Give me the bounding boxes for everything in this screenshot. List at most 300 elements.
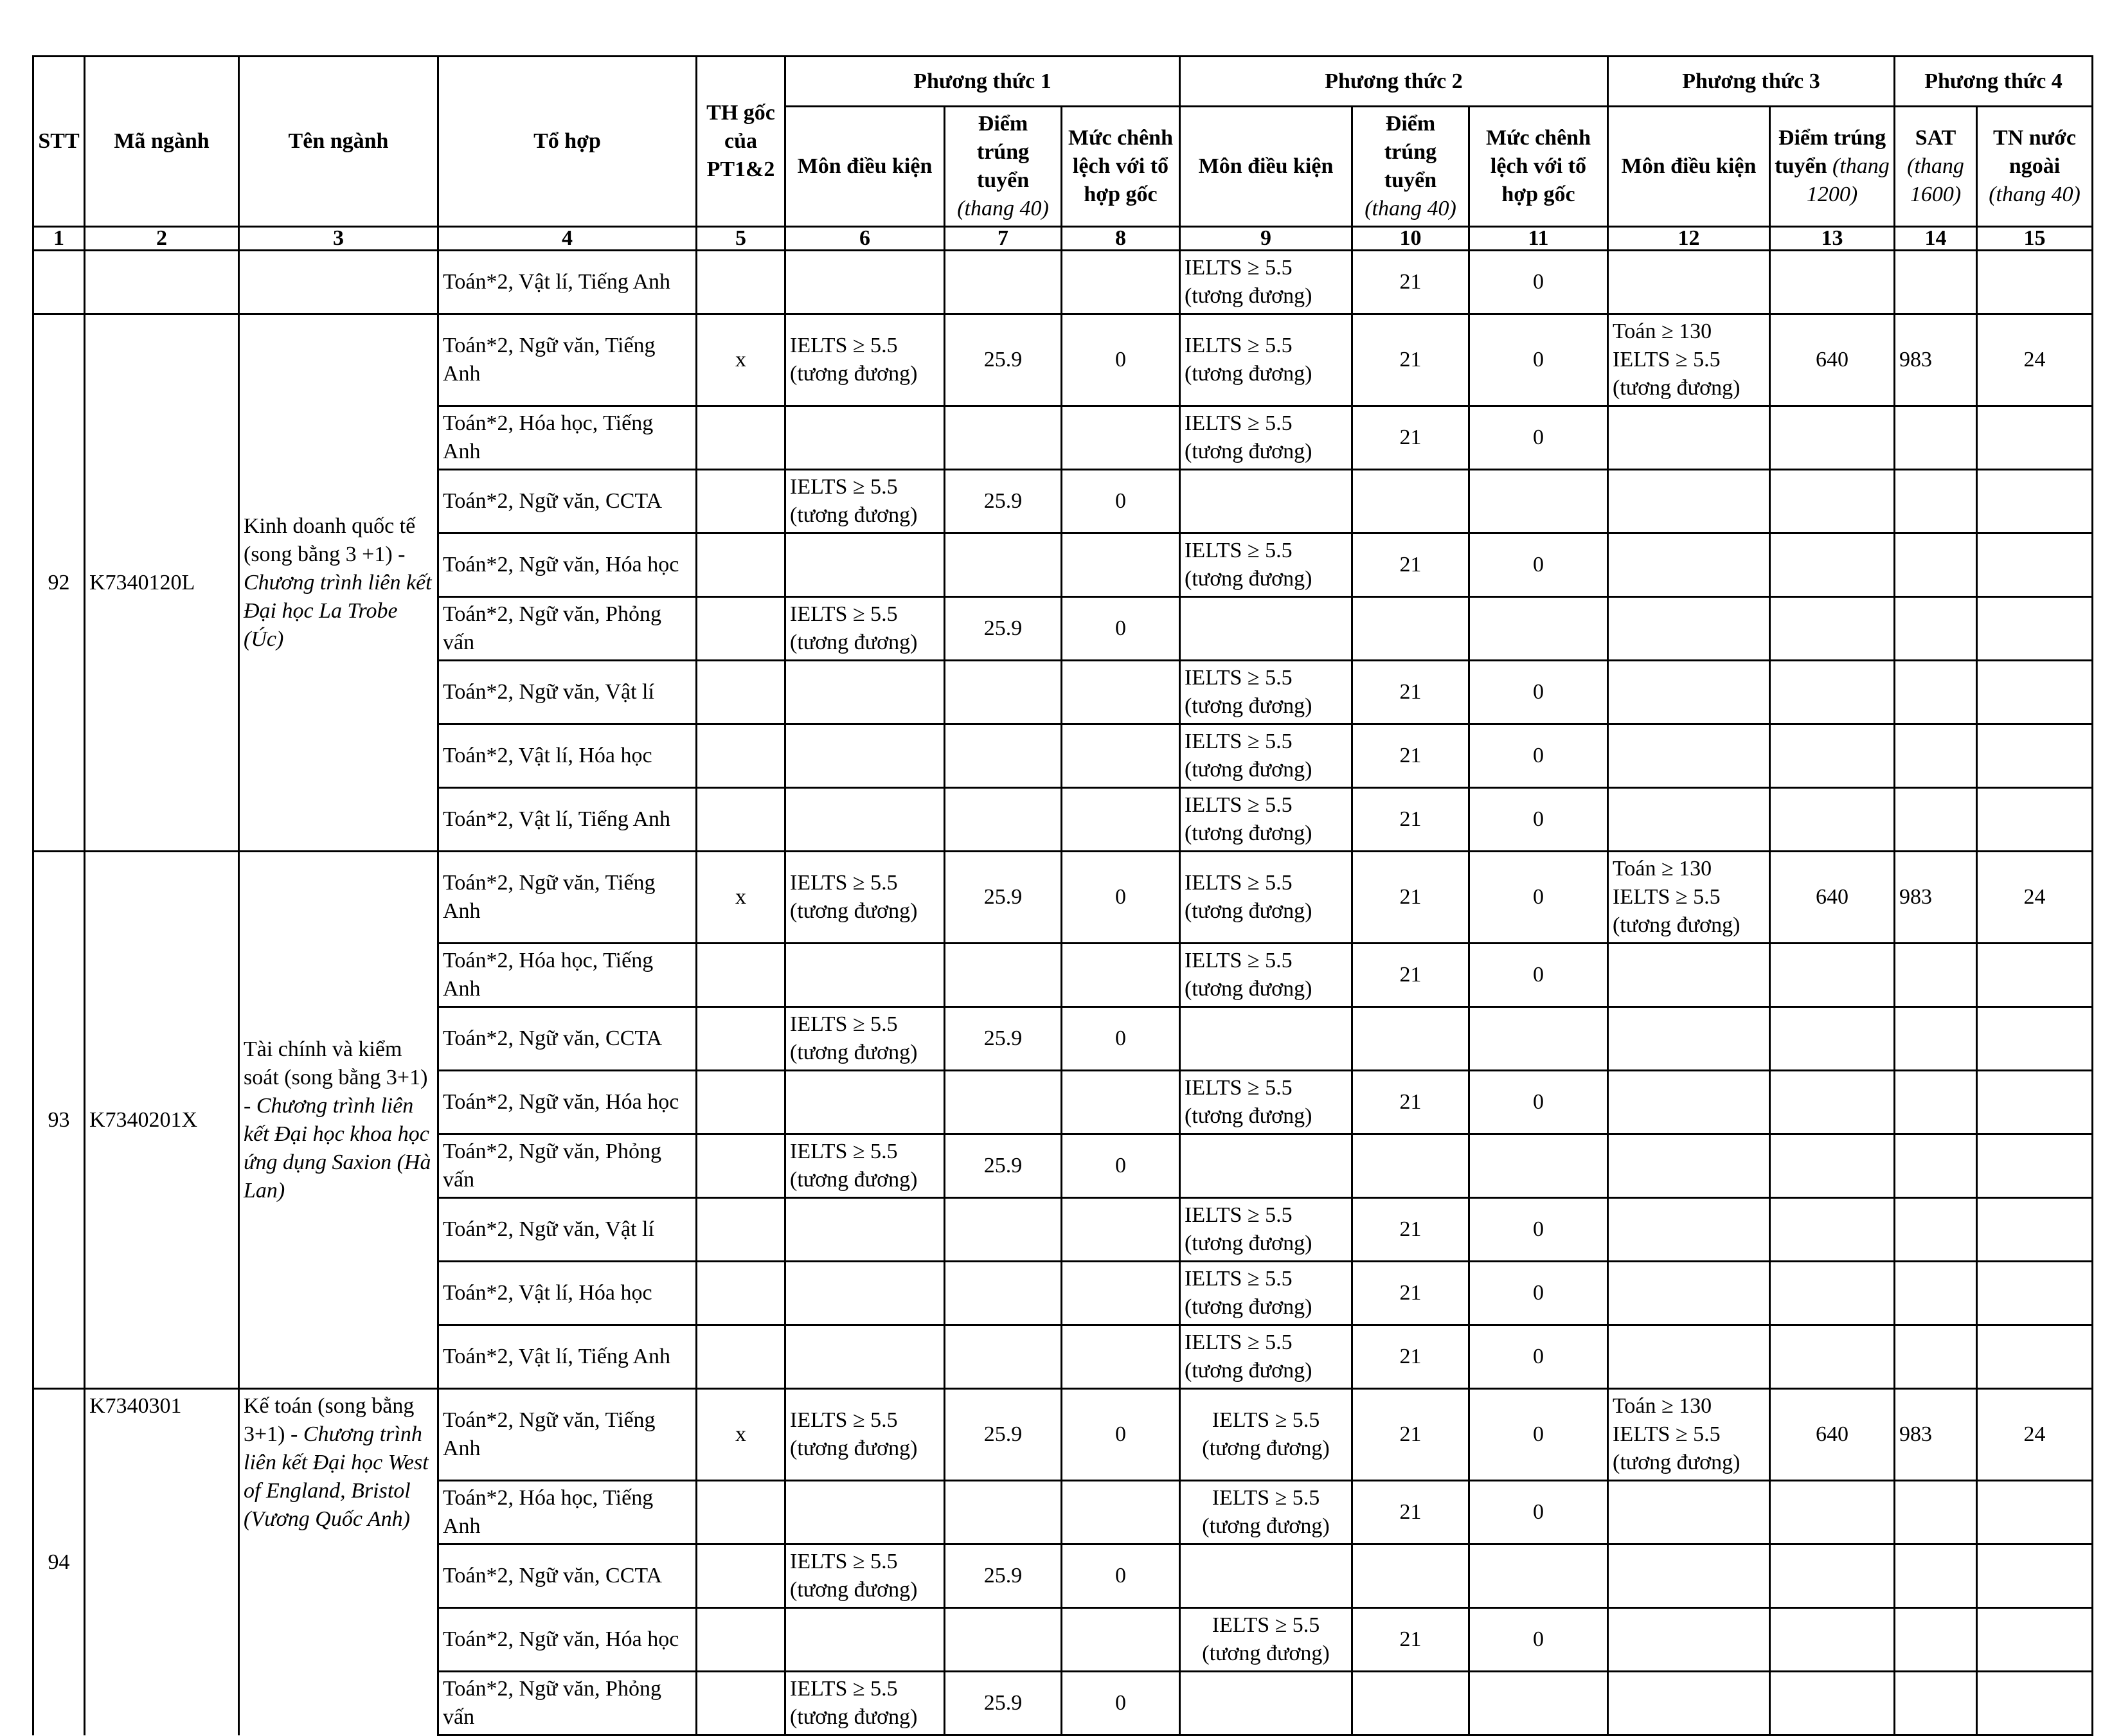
cell-sat bbox=[1895, 470, 1977, 533]
cell-pt2-mon: IELTS ≥ 5.5 (tương đương) bbox=[1180, 788, 1352, 852]
cell-pt1-diem bbox=[945, 1325, 1062, 1389]
cell-tn bbox=[1977, 661, 2093, 724]
cell-th-goc bbox=[697, 470, 785, 533]
table-row bbox=[33, 1389, 2093, 1481]
cell-pt3-diem bbox=[1770, 470, 1895, 533]
cell-th-goc bbox=[697, 661, 785, 724]
ten-nganh-text: Kế toán (song bằng 3+1) - bbox=[244, 1394, 415, 1446]
cell-th-goc bbox=[697, 1262, 785, 1325]
cell-pt2-diem: 21 bbox=[1352, 1608, 1469, 1672]
cell-sat bbox=[1895, 1071, 1977, 1134]
cell-pt3-diem bbox=[1770, 1134, 1895, 1198]
cell-pt2-chenh: 0 bbox=[1469, 944, 1608, 1007]
table-row bbox=[33, 852, 2093, 944]
cell-pt2-chenh: 0 bbox=[1469, 1262, 1608, 1325]
cell-pt2-mon: IELTS ≥ 5.5 (tương đương) bbox=[1180, 1389, 1352, 1481]
header-pt2-chenh: Mức chênh lệch với tổ hợp gốc bbox=[1469, 107, 1608, 227]
cell-pt1-mon: IELTS ≥ 5.5 (tương đương) bbox=[785, 597, 945, 661]
cell-pt1-chenh: 0 bbox=[1062, 1134, 1180, 1198]
cell-pt1-diem: 25.9 bbox=[945, 1544, 1062, 1608]
cell-pt1-chenh bbox=[1062, 533, 1180, 597]
cell-sat bbox=[1895, 788, 1977, 852]
cell-pt1-diem: 25.9 bbox=[945, 470, 1062, 533]
cell-pt1-chenh bbox=[1062, 788, 1180, 852]
header-tn bbox=[1977, 107, 2093, 227]
cell-stt: 92 bbox=[33, 314, 85, 852]
cell-pt2-mon: IELTS ≥ 5.5 (tương đương) bbox=[1180, 406, 1352, 470]
cell-th-goc bbox=[697, 1134, 785, 1198]
cell-pt3-mon: Toán ≥ 130 IELTS ≥ 5.5 (tương đương) bbox=[1608, 314, 1770, 406]
col-number: 3 bbox=[239, 227, 438, 251]
cell-pt1-mon bbox=[785, 533, 945, 597]
cell-sat bbox=[1895, 661, 1977, 724]
cell-pt3-mon bbox=[1608, 1262, 1770, 1325]
cell-ten-nganh bbox=[239, 314, 438, 852]
cell-pt3-mon bbox=[1608, 1071, 1770, 1134]
header-pt3-mon: Môn điều kiện bbox=[1608, 107, 1770, 227]
cell-tn bbox=[1977, 944, 2093, 1007]
cell-pt1-chenh bbox=[1062, 1198, 1180, 1262]
cell-ma-nganh: K7340301 bbox=[85, 1389, 239, 1735]
col-number: 12 bbox=[1608, 227, 1770, 251]
col-number: 7 bbox=[945, 227, 1062, 251]
cell-th-goc bbox=[697, 597, 785, 661]
cell-pt2-diem: 21 bbox=[1352, 944, 1469, 1007]
cell-th-goc bbox=[697, 533, 785, 597]
header-sat-label: SAT bbox=[1915, 126, 1956, 150]
header-to-hop: Tổ hợp bbox=[438, 57, 697, 227]
cell-sat bbox=[1895, 533, 1977, 597]
cell-pt1-chenh bbox=[1062, 1071, 1180, 1134]
cell-tn bbox=[1977, 1007, 2093, 1071]
cell-tn bbox=[1977, 1608, 2093, 1672]
cell-th-goc bbox=[697, 1071, 785, 1134]
cell-th-goc bbox=[697, 724, 785, 788]
cell-pt1-chenh: 0 bbox=[1062, 1672, 1180, 1735]
cell-ma-nganh bbox=[85, 251, 239, 314]
cell-pt2-chenh: 0 bbox=[1469, 1481, 1608, 1544]
cell-pt1-diem bbox=[945, 788, 1062, 852]
cell-pt3-diem bbox=[1770, 788, 1895, 852]
cell-pt1-mon: IELTS ≥ 5.5 (tương đương) bbox=[785, 1672, 945, 1735]
cell-to-hop: Toán*2, Vật lí, Tiếng Anh bbox=[438, 1325, 697, 1389]
cell-tn: 24 bbox=[1977, 1389, 2093, 1481]
cell-pt2-chenh: 0 bbox=[1469, 533, 1608, 597]
cell-sat bbox=[1895, 1198, 1977, 1262]
cell-pt1-mon: IELTS ≥ 5.5 (tương đương) bbox=[785, 1544, 945, 1608]
cell-pt3-diem bbox=[1770, 1071, 1895, 1134]
admission-table bbox=[32, 55, 2093, 1736]
cell-pt3-diem bbox=[1770, 661, 1895, 724]
header-pt1-diem bbox=[945, 107, 1062, 227]
header-phuong-thuc-2: Phương thức 2 bbox=[1180, 57, 1608, 107]
cell-pt2-mon: IELTS ≥ 5.5 (tương đương) bbox=[1180, 944, 1352, 1007]
cell-pt2-diem: 21 bbox=[1352, 788, 1469, 852]
cell-stt bbox=[33, 251, 85, 314]
cell-pt1-diem: 25.9 bbox=[945, 597, 1062, 661]
cell-pt3-mon bbox=[1608, 1325, 1770, 1389]
cell-pt1-mon: IELTS ≥ 5.5 (tương đương) bbox=[785, 1389, 945, 1481]
col-number: 1 bbox=[33, 227, 85, 251]
cell-sat: 983 bbox=[1895, 314, 1977, 406]
table-body bbox=[33, 251, 2093, 1735]
cell-pt2-mon: IELTS ≥ 5.5 (tương đương) bbox=[1180, 1198, 1352, 1262]
cell-to-hop: Toán*2, Vật lí, Hóa học bbox=[438, 724, 697, 788]
cell-pt3-mon bbox=[1608, 661, 1770, 724]
cell-pt3-mon bbox=[1608, 470, 1770, 533]
cell-pt1-chenh bbox=[1062, 1608, 1180, 1672]
cell-pt3-diem bbox=[1770, 406, 1895, 470]
cell-to-hop: Toán*2, Ngữ văn, Hóa học bbox=[438, 1071, 697, 1134]
cell-stt: 93 bbox=[33, 852, 85, 1389]
cell-sat bbox=[1895, 1481, 1977, 1544]
cell-th-goc: x bbox=[697, 852, 785, 944]
cell-to-hop: Toán*2, Ngữ văn, Vật lí bbox=[438, 661, 697, 724]
cell-pt2-diem: 21 bbox=[1352, 1071, 1469, 1134]
cell-tn bbox=[1977, 1071, 2093, 1134]
cell-ten-nganh bbox=[239, 852, 438, 1389]
cell-pt2-mon: IELTS ≥ 5.5 (tương đương) bbox=[1180, 314, 1352, 406]
cell-pt3-mon bbox=[1608, 1544, 1770, 1608]
cell-to-hop: Toán*2, Vật lí, Tiếng Anh bbox=[438, 251, 697, 314]
cell-pt1-mon: IELTS ≥ 5.5 (tương đương) bbox=[785, 1007, 945, 1071]
cell-pt1-mon bbox=[785, 1481, 945, 1544]
table-row bbox=[33, 314, 2093, 406]
cell-pt2-mon bbox=[1180, 1672, 1352, 1735]
cell-pt2-mon bbox=[1180, 1134, 1352, 1198]
cell-pt1-chenh: 0 bbox=[1062, 470, 1180, 533]
cell-pt3-diem bbox=[1770, 1325, 1895, 1389]
cell-pt2-diem bbox=[1352, 1134, 1469, 1198]
cell-tn bbox=[1977, 533, 2093, 597]
cell-sat bbox=[1895, 724, 1977, 788]
header-phuong-thuc-4: Phương thức 4 bbox=[1895, 57, 2093, 107]
cell-th-goc bbox=[697, 251, 785, 314]
header-stt: STT bbox=[33, 57, 85, 227]
cell-pt1-mon bbox=[785, 1198, 945, 1262]
cell-pt3-mon bbox=[1608, 406, 1770, 470]
col-number: 14 bbox=[1895, 227, 1977, 251]
cell-pt2-diem bbox=[1352, 597, 1469, 661]
cell-tn bbox=[1977, 251, 2093, 314]
col-number: 15 bbox=[1977, 227, 2093, 251]
cell-sat bbox=[1895, 1134, 1977, 1198]
cell-tn bbox=[1977, 1134, 2093, 1198]
cell-tn bbox=[1977, 724, 2093, 788]
ten-nganh-text: Kinh doanh quốc tế (song bằng 3 +1) - bbox=[244, 514, 416, 566]
cell-pt2-mon: IELTS ≥ 5.5 (tương đương) bbox=[1180, 251, 1352, 314]
admission-table-wrapper bbox=[32, 55, 2093, 1736]
col-number: 9 bbox=[1180, 227, 1352, 251]
cell-pt1-mon: IELTS ≥ 5.5 (tương đương) bbox=[785, 1134, 945, 1198]
cell-pt3-diem bbox=[1770, 1198, 1895, 1262]
cell-th-goc bbox=[697, 1007, 785, 1071]
cell-pt2-chenh: 0 bbox=[1469, 1325, 1608, 1389]
cell-ma-nganh: K7340201X bbox=[85, 852, 239, 1389]
cell-ten-nganh bbox=[239, 251, 438, 314]
cell-pt3-diem bbox=[1770, 533, 1895, 597]
cell-pt1-diem bbox=[945, 1198, 1062, 1262]
header-pt3-diem bbox=[1770, 107, 1895, 227]
cell-tn bbox=[1977, 470, 2093, 533]
cell-th-goc bbox=[697, 1198, 785, 1262]
cell-pt1-diem bbox=[945, 1481, 1062, 1544]
cell-pt1-diem bbox=[945, 1262, 1062, 1325]
cell-tn bbox=[1977, 1544, 2093, 1608]
cell-pt1-mon bbox=[785, 1262, 945, 1325]
cell-pt1-diem bbox=[945, 1071, 1062, 1134]
cell-pt2-mon: IELTS ≥ 5.5 (tương đương) bbox=[1180, 661, 1352, 724]
cell-pt3-mon bbox=[1608, 597, 1770, 661]
cell-pt3-mon bbox=[1608, 251, 1770, 314]
cell-pt3-diem bbox=[1770, 1262, 1895, 1325]
cell-th-goc bbox=[697, 406, 785, 470]
cell-sat bbox=[1895, 597, 1977, 661]
cell-pt2-diem: 21 bbox=[1352, 724, 1469, 788]
cell-pt1-chenh: 0 bbox=[1062, 314, 1180, 406]
cell-pt2-diem: 21 bbox=[1352, 406, 1469, 470]
cell-pt1-diem: 25.9 bbox=[945, 314, 1062, 406]
cell-to-hop: Toán*2, Ngữ văn, Hóa học bbox=[438, 533, 697, 597]
cell-to-hop: Toán*2, Vật lí, Tiếng Anh bbox=[438, 788, 697, 852]
header-pt1-scale: (thang 40) bbox=[957, 197, 1049, 220]
cell-pt3-diem: 640 bbox=[1770, 852, 1895, 944]
header-ma-nganh: Mã ngành bbox=[85, 57, 239, 227]
cell-to-hop: Toán*2, Ngữ văn, Phỏng vấn bbox=[438, 597, 697, 661]
cell-pt2-chenh: 0 bbox=[1469, 1071, 1608, 1134]
cell-pt2-diem: 21 bbox=[1352, 852, 1469, 944]
cell-pt2-diem: 21 bbox=[1352, 251, 1469, 314]
cell-pt3-mon: Toán ≥ 130 IELTS ≥ 5.5 (tương đương) bbox=[1608, 1389, 1770, 1481]
cell-to-hop: Toán*2, Ngữ văn, Hóa học bbox=[438, 1608, 697, 1672]
cell-sat bbox=[1895, 1325, 1977, 1389]
cell-pt2-chenh: 0 bbox=[1469, 251, 1608, 314]
cell-pt1-chenh bbox=[1062, 1262, 1180, 1325]
col-number: 2 bbox=[85, 227, 239, 251]
cell-tn: 24 bbox=[1977, 852, 2093, 944]
cell-th-goc bbox=[697, 1325, 785, 1389]
cell-to-hop: Toán*2, Ngữ văn, Phỏng vấn bbox=[438, 1134, 697, 1198]
cell-to-hop: Toán*2, Ngữ văn, Tiếng Anh bbox=[438, 852, 697, 944]
cell-sat bbox=[1895, 1544, 1977, 1608]
cell-pt1-chenh: 0 bbox=[1062, 597, 1180, 661]
cell-tn bbox=[1977, 597, 2093, 661]
cell-pt1-chenh bbox=[1062, 1325, 1180, 1389]
cell-pt2-chenh: 0 bbox=[1469, 724, 1608, 788]
cell-pt2-mon bbox=[1180, 1007, 1352, 1071]
cell-pt1-mon bbox=[785, 1608, 945, 1672]
column-number-row bbox=[33, 227, 2093, 251]
cell-pt2-diem: 21 bbox=[1352, 661, 1469, 724]
cell-sat: 983 bbox=[1895, 1389, 1977, 1481]
cell-th-goc bbox=[697, 788, 785, 852]
cell-tn bbox=[1977, 1481, 2093, 1544]
cell-pt1-chenh bbox=[1062, 251, 1180, 314]
cell-pt1-mon bbox=[785, 661, 945, 724]
header-sat bbox=[1895, 107, 1977, 227]
cell-sat bbox=[1895, 944, 1977, 1007]
cell-pt1-diem bbox=[945, 1608, 1062, 1672]
cell-pt1-diem bbox=[945, 406, 1062, 470]
header-pt2-scale: (thang 40) bbox=[1365, 197, 1456, 220]
cell-pt2-diem bbox=[1352, 1544, 1469, 1608]
cell-pt2-mon: IELTS ≥ 5.5 (tương đương) bbox=[1180, 1608, 1352, 1672]
cell-pt1-mon bbox=[785, 944, 945, 1007]
cell-pt2-mon: IELTS ≥ 5.5 (tương đương) bbox=[1180, 852, 1352, 944]
cell-pt3-mon: Toán ≥ 130 IELTS ≥ 5.5 (tương đương) bbox=[1608, 852, 1770, 944]
cell-to-hop: Toán*2, Ngữ văn, CCTA bbox=[438, 1007, 697, 1071]
cell-pt3-diem bbox=[1770, 1608, 1895, 1672]
header-pt1-chenh: Mức chênh lệch với tổ hợp gốc bbox=[1062, 107, 1180, 227]
cell-pt2-chenh: 0 bbox=[1469, 1608, 1608, 1672]
cell-pt2-chenh: 0 bbox=[1469, 314, 1608, 406]
cell-pt2-chenh bbox=[1469, 1672, 1608, 1735]
header-pt2-diem bbox=[1352, 107, 1469, 227]
header-pt3-scale: (thang 1200) bbox=[1806, 154, 1890, 206]
ten-nganh-text: Tài chính và kiểm soát (song bằng 3+1) - bbox=[244, 1037, 428, 1118]
cell-pt3-mon bbox=[1608, 533, 1770, 597]
cell-pt1-diem: 25.9 bbox=[945, 1007, 1062, 1071]
col-number: 10 bbox=[1352, 227, 1469, 251]
cell-pt2-diem: 21 bbox=[1352, 1198, 1469, 1262]
cell-pt1-diem: 25.9 bbox=[945, 1389, 1062, 1481]
col-number: 5 bbox=[697, 227, 785, 251]
cell-pt1-chenh: 0 bbox=[1062, 1544, 1180, 1608]
cell-pt2-mon: IELTS ≥ 5.5 (tương đương) bbox=[1180, 724, 1352, 788]
cell-tn bbox=[1977, 1198, 2093, 1262]
cell-pt3-diem bbox=[1770, 944, 1895, 1007]
cell-pt1-chenh bbox=[1062, 944, 1180, 1007]
cell-pt3-mon bbox=[1608, 1481, 1770, 1544]
cell-pt2-diem: 21 bbox=[1352, 533, 1469, 597]
cell-pt3-diem bbox=[1770, 724, 1895, 788]
cell-pt1-mon bbox=[785, 406, 945, 470]
cell-sat: 983 bbox=[1895, 852, 1977, 944]
cell-tn bbox=[1977, 788, 2093, 852]
cell-pt2-chenh: 0 bbox=[1469, 406, 1608, 470]
col-number: 13 bbox=[1770, 227, 1895, 251]
cell-pt2-mon bbox=[1180, 470, 1352, 533]
header-pt2-diem-label: Điểm trúng tuyển bbox=[1384, 112, 1437, 192]
ten-nganh-program: Chương trình liên kết Đại học La Trobe (Úc) bbox=[244, 570, 432, 651]
cell-pt2-chenh: 0 bbox=[1469, 1389, 1608, 1481]
col-number: 4 bbox=[438, 227, 697, 251]
cell-pt2-chenh bbox=[1469, 1134, 1608, 1198]
cell-pt1-chenh: 0 bbox=[1062, 852, 1180, 944]
cell-th-goc: x bbox=[697, 314, 785, 406]
cell-pt2-diem: 21 bbox=[1352, 1389, 1469, 1481]
cell-pt3-diem bbox=[1770, 1672, 1895, 1735]
cell-pt3-diem bbox=[1770, 1007, 1895, 1071]
header-tn-scale: (thang 40) bbox=[1989, 183, 2081, 206]
cell-pt3-diem bbox=[1770, 1544, 1895, 1608]
cell-pt3-mon bbox=[1608, 1198, 1770, 1262]
cell-tn bbox=[1977, 406, 2093, 470]
cell-pt1-mon bbox=[785, 724, 945, 788]
col-number: 8 bbox=[1062, 227, 1180, 251]
cell-pt1-mon bbox=[785, 251, 945, 314]
cell-pt3-diem bbox=[1770, 1481, 1895, 1544]
header-ten-nganh: Tên ngành bbox=[239, 57, 438, 227]
cell-pt2-diem: 21 bbox=[1352, 1481, 1469, 1544]
cell-pt3-mon bbox=[1608, 944, 1770, 1007]
header-pt1-diem-label: Điểm trúng tuyển bbox=[976, 112, 1030, 192]
cell-pt3-diem bbox=[1770, 251, 1895, 314]
cell-pt2-chenh bbox=[1469, 470, 1608, 533]
cell-pt1-chenh bbox=[1062, 661, 1180, 724]
cell-sat bbox=[1895, 406, 1977, 470]
cell-pt1-mon: IELTS ≥ 5.5 (tương đương) bbox=[785, 470, 945, 533]
cell-pt2-mon: IELTS ≥ 5.5 (tương đương) bbox=[1180, 1262, 1352, 1325]
cell-th-goc bbox=[697, 1608, 785, 1672]
header-pt3-diem-label: Điểm trúng tuyển bbox=[1775, 126, 1886, 178]
cell-pt1-mon bbox=[785, 1071, 945, 1134]
cell-pt2-diem bbox=[1352, 1007, 1469, 1071]
header-phuong-thuc-1: Phương thức 1 bbox=[785, 57, 1180, 107]
cell-tn: 24 bbox=[1977, 314, 2093, 406]
cell-pt3-mon bbox=[1608, 1608, 1770, 1672]
cell-tn bbox=[1977, 1672, 2093, 1735]
cell-pt1-diem: 25.9 bbox=[945, 852, 1062, 944]
cell-pt1-diem: 25.9 bbox=[945, 1672, 1062, 1735]
cell-to-hop: Toán*2, Vật lí, Hóa học bbox=[438, 1262, 697, 1325]
cell-pt2-chenh: 0 bbox=[1469, 852, 1608, 944]
ten-nganh-program: Chương trình liên kết Đại học khoa học ứng dụng Saxion (Hà Lan) bbox=[244, 1093, 431, 1203]
cell-pt2-mon: IELTS ≥ 5.5 (tương đương) bbox=[1180, 1071, 1352, 1134]
cell-pt1-mon bbox=[785, 1325, 945, 1389]
cell-pt1-diem bbox=[945, 944, 1062, 1007]
cell-to-hop: Toán*2, Ngữ văn, CCTA bbox=[438, 1544, 697, 1608]
cell-pt1-chenh bbox=[1062, 1481, 1180, 1544]
cell-pt1-diem bbox=[945, 251, 1062, 314]
cell-sat bbox=[1895, 1608, 1977, 1672]
cell-pt1-mon: IELTS ≥ 5.5 (tương đương) bbox=[785, 314, 945, 406]
cell-sat bbox=[1895, 1007, 1977, 1071]
cell-to-hop: Toán*2, Ngữ văn, Tiếng Anh bbox=[438, 1389, 697, 1481]
cell-pt1-diem bbox=[945, 533, 1062, 597]
cell-to-hop: Toán*2, Ngữ văn, CCTA bbox=[438, 470, 697, 533]
cell-ten-nganh bbox=[239, 1389, 438, 1735]
col-number: 6 bbox=[785, 227, 945, 251]
cell-th-goc bbox=[697, 944, 785, 1007]
cell-th-goc: x bbox=[697, 1389, 785, 1481]
header-pt1-mon: Môn điều kiện bbox=[785, 107, 945, 227]
cell-pt2-diem: 21 bbox=[1352, 314, 1469, 406]
cell-th-goc bbox=[697, 1672, 785, 1735]
cell-pt1-mon bbox=[785, 788, 945, 852]
cell-pt1-chenh: 0 bbox=[1062, 1007, 1180, 1071]
header-tn-label: TN nước ngoài bbox=[1993, 126, 2076, 178]
cell-pt3-diem: 640 bbox=[1770, 1389, 1895, 1481]
cell-pt2-diem bbox=[1352, 1672, 1469, 1735]
cell-pt3-mon bbox=[1608, 1672, 1770, 1735]
cell-pt2-diem: 21 bbox=[1352, 1262, 1469, 1325]
cell-stt: 94 bbox=[33, 1389, 85, 1735]
cell-th-goc bbox=[697, 1481, 785, 1544]
cell-pt1-chenh: 0 bbox=[1062, 1389, 1180, 1481]
table-header bbox=[33, 57, 2093, 251]
cell-pt2-diem bbox=[1352, 470, 1469, 533]
header-pt2-mon: Môn điều kiện bbox=[1180, 107, 1352, 227]
cell-sat bbox=[1895, 251, 1977, 314]
cell-ma-nganh: K7340120L bbox=[85, 314, 239, 852]
cell-pt2-mon: IELTS ≥ 5.5 (tương đương) bbox=[1180, 1481, 1352, 1544]
cell-pt2-mon: IELTS ≥ 5.5 (tương đương) bbox=[1180, 533, 1352, 597]
cell-to-hop: Toán*2, Ngữ văn, Tiếng Anh bbox=[438, 314, 697, 406]
header-phuong-thuc-3: Phương thức 3 bbox=[1608, 57, 1895, 107]
ten-nganh-program: Chương trình liên kết Đại học West of England, Bristol (Vương Quốc Anh) bbox=[244, 1422, 429, 1531]
cell-pt1-diem: 25.9 bbox=[945, 1134, 1062, 1198]
